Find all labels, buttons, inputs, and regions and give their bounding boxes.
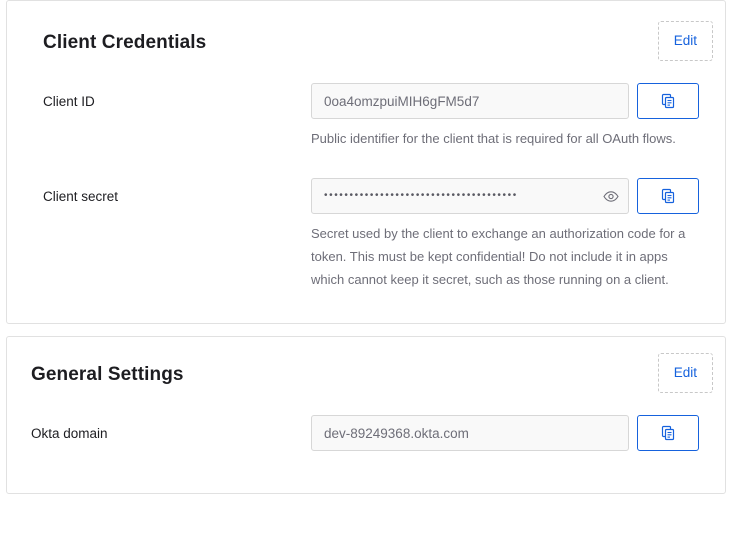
copy-icon — [660, 188, 676, 204]
card-header — [7, 337, 725, 397]
client-id-content — [311, 83, 699, 150]
client-secret-input[interactable] — [311, 178, 629, 214]
client-secret-masked-value: •••••••••••••••••••••••••••••••••••••• — [324, 190, 518, 201]
spacer — [7, 293, 725, 323]
spacer — [7, 397, 725, 415]
client-secret-label: Client secret — [43, 189, 119, 204]
spacer — [7, 152, 725, 178]
card-header — [7, 1, 725, 65]
okta-domain-input-line — [311, 415, 699, 451]
okta-domain-label: Okta domain — [31, 426, 108, 441]
client-id-input[interactable]: 0oa4omzpuiMIH6gFM5d7 — [311, 83, 629, 119]
copy-client-secret-button[interactable] — [637, 178, 699, 214]
client-secret-help-text: Secret used by the client to exchange an authorization code for a token. This must be kept confidential! Do not include it in apps which cannot keep it secret, such as those running on a client. — [311, 226, 686, 287]
client-id-label: Client ID — [43, 94, 95, 109]
client-secret-content — [311, 178, 699, 291]
spacer — [7, 453, 725, 493]
client-id-input-line — [311, 83, 699, 119]
field-client-id — [7, 83, 725, 150]
general-settings-title: General Settings — [31, 364, 184, 385]
page-title: Client Credentials — [43, 32, 207, 53]
edit-client-credentials-button[interactable]: Edit — [673, 33, 697, 48]
copy-icon — [660, 425, 676, 441]
field-okta-domain — [7, 415, 725, 451]
general-settings-card — [6, 336, 726, 494]
eye-icon[interactable] — [603, 188, 619, 204]
copy-icon — [660, 93, 676, 109]
okta-domain-input[interactable]: dev-89249368.okta.com — [311, 415, 629, 451]
okta-domain-content — [311, 415, 699, 451]
copy-okta-domain-button[interactable] — [637, 415, 699, 451]
edit-general-settings-button[interactable]: Edit — [673, 365, 697, 380]
copy-client-id-button[interactable] — [637, 83, 699, 119]
field-client-secret — [7, 178, 725, 291]
client-credentials-card — [6, 0, 726, 324]
client-secret-input-line — [311, 178, 699, 214]
client-id-help-text: Public identifier for the client that is required for all OAuth flows. — [311, 131, 676, 146]
spacer — [7, 65, 725, 83]
